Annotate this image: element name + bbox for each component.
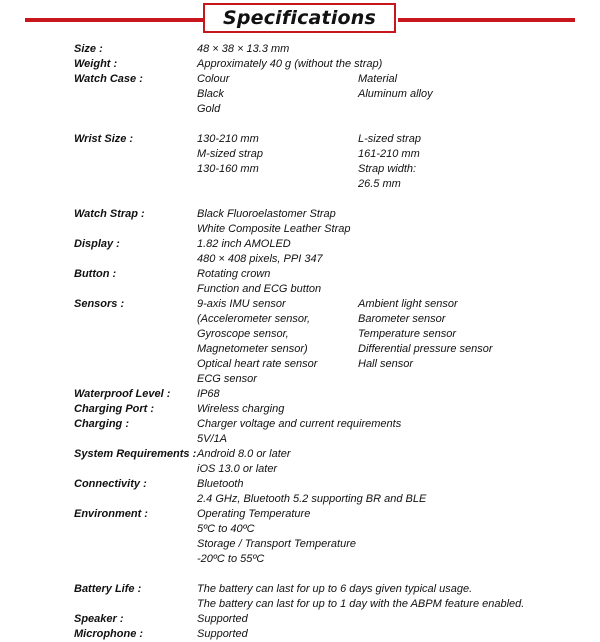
title-banner — [203, 3, 396, 33]
spec-label: Button : — [74, 268, 117, 280]
spec-value: White Composite Leather Strap — [197, 223, 351, 235]
spec-col-1 — [197, 417, 402, 447]
spec-row-watch-strap — [74, 207, 584, 237]
spec-value: Aluminum alloy — [358, 88, 433, 100]
spec-label: Speaker : — [74, 613, 124, 625]
spec-value: 480 × 408 pixels, PPI 347 — [197, 253, 323, 265]
spec-row-speaker — [74, 612, 584, 627]
spec-value: Function and ECG button — [197, 283, 322, 295]
spec-value: Wireless charging — [197, 403, 285, 415]
spec-value: 9-axis IMU sensor — [197, 298, 286, 310]
spec-row-weight — [74, 57, 584, 72]
spec-label: Size : — [74, 43, 103, 55]
spec-label: Waterproof Level : — [74, 388, 171, 400]
spec-row-charging — [74, 417, 584, 447]
spec-col-1 — [197, 447, 358, 477]
spec-col-1 — [197, 207, 358, 237]
spec-label: Watch Case : — [74, 73, 143, 85]
spec-row-display — [74, 237, 584, 267]
spec-value: Barometer sensor — [358, 313, 446, 325]
spec-value: M-sized strap — [197, 148, 264, 160]
spec-value: Black — [197, 88, 224, 100]
spec-label: Charging : — [74, 418, 129, 430]
spec-col-1 — [197, 267, 358, 297]
spec-value: Operating Temperature — [197, 508, 311, 520]
spec-value: 5ºC to 40ºC — [197, 523, 255, 535]
spec-col-2 — [358, 297, 584, 387]
spec-value: 26.5 mm — [358, 178, 401, 190]
spec-value: 48 × 38 × 13.3 mm — [197, 43, 290, 55]
spec-value: Material — [358, 73, 398, 85]
spec-value: Colour — [197, 73, 230, 85]
spec-value: (Accelerometer sensor, — [197, 313, 311, 325]
spec-value: Differential pressure sensor — [358, 343, 493, 355]
spec-col-1 — [197, 132, 358, 192]
spec-value: Temperature sensor — [358, 328, 457, 340]
spec-value: IP68 — [197, 388, 220, 400]
spec-value: Ambient light sensor — [358, 298, 458, 310]
spec-label: Display : — [74, 238, 120, 250]
spec-col-1 — [197, 507, 358, 567]
spec-col-1 — [197, 72, 358, 117]
spec-value: Gyroscope sensor, — [197, 328, 289, 340]
spec-label: Environment : — [74, 508, 148, 520]
spec-row-connectivity — [74, 477, 584, 507]
spec-value: The battery can last for up to 6 days given typical usage. — [197, 583, 473, 595]
header-rule-right — [398, 18, 575, 22]
spec-value: iOS 13.0 or later — [197, 463, 278, 475]
spec-label: Weight : — [74, 58, 118, 70]
spec-value: Gold — [197, 103, 221, 115]
spec-col-1 — [197, 297, 358, 387]
spec-value: Hall sensor — [358, 358, 414, 370]
spec-value: Optical heart rate sensor — [197, 358, 318, 370]
spacer — [74, 192, 584, 207]
spec-value: 161-210 mm — [358, 148, 420, 160]
spec-row-button — [74, 267, 584, 297]
spec-row-watch-case — [74, 72, 584, 117]
spec-row-size — [74, 42, 584, 57]
spec-value: Supported — [197, 613, 248, 625]
spec-row-wrist-size — [74, 132, 584, 192]
spec-value: Storage / Transport Temperature — [197, 538, 356, 550]
spec-value: Charger voltage and current requirements — [197, 418, 402, 430]
spec-row-environment — [74, 507, 584, 567]
spec-label: Connectivity : — [74, 478, 147, 490]
spec-label: Microphone : — [74, 628, 144, 640]
spec-value: 1.82 inch AMOLED — [197, 238, 291, 250]
spec-col-1 — [197, 582, 525, 612]
spec-value: 2.4 GHz, Bluetooth 5.2 supporting BR and BLE — [197, 493, 427, 505]
spec-value: -20ºC to 55ºC — [197, 553, 265, 565]
spacer — [74, 567, 584, 582]
spec-list — [74, 42, 584, 642]
spec-value: 130-160 mm — [197, 163, 259, 175]
spec-value: Android 8.0 or later — [197, 448, 291, 460]
spec-value: Approximately 40 g (without the strap) — [197, 58, 383, 70]
spec-row-charging-port — [74, 402, 584, 417]
spec-value: L-sized strap — [358, 133, 421, 145]
spec-label: System Requirements : — [74, 448, 197, 460]
spec-label: Watch Strap : — [74, 208, 145, 220]
spec-col-1 — [197, 477, 427, 507]
spec-label: Charging Port : — [74, 403, 155, 415]
spec-col-1 — [197, 237, 358, 267]
spec-value: Supported — [197, 628, 248, 640]
spec-row-system-requirements — [74, 447, 584, 477]
spec-value: 130-210 mm — [197, 133, 259, 145]
page-title: Specifications — [222, 7, 377, 29]
spec-value: The battery can last for up to 1 day with the ABPM feature enabled. — [197, 598, 525, 610]
header-rule-left — [25, 18, 203, 22]
spec-row-battery-life — [74, 582, 584, 612]
spec-row-sensors — [74, 297, 584, 387]
spec-value: Black Fluoroelastomer Strap — [197, 208, 336, 220]
spacer — [74, 117, 584, 132]
spec-row-microphone — [74, 627, 584, 642]
spec-value: 5V/1A — [197, 433, 227, 445]
spec-label: Wrist Size : — [74, 133, 134, 145]
spec-label: Sensors : — [74, 298, 125, 310]
spec-value: Strap width: — [358, 163, 417, 175]
spec-row-waterproof — [74, 387, 584, 402]
spec-value: Bluetooth — [197, 478, 244, 490]
spec-value: Magnetometer sensor) — [197, 343, 308, 355]
spec-col-2 — [358, 132, 584, 192]
spec-value: ECG sensor — [197, 373, 257, 385]
spec-label: Battery Life : — [74, 583, 142, 595]
spec-value: Rotating crown — [197, 268, 271, 280]
spec-col-2 — [358, 72, 584, 117]
